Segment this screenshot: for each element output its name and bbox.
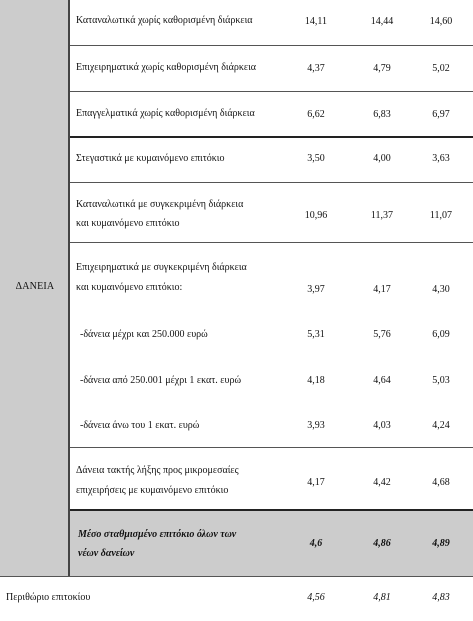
footer-value-col-1: 4,56 [307, 592, 325, 603]
table-row [70, 242, 473, 309]
row-label: Επιχειρηματικά χωρίς καθορισμένη διάρκεια [76, 62, 256, 73]
footer-value-col-3: 4,83 [432, 592, 450, 603]
row-label-line-1: Καταναλωτικά με συγκεκριμένη διάρκεια [76, 199, 244, 210]
row-label: Επαγγελματικά χωρίς καθορισμένη διάρκεια [76, 108, 255, 119]
table-row [70, 356, 473, 403]
row-label-line-1: Δάνεια τακτής λήξης προς μικρομεσαίες [76, 465, 239, 476]
value-col-3: 11,07 [429, 210, 453, 221]
weighted-average-row [70, 511, 473, 576]
row-label: -δάνεια από 250.001 μέχρι 1 εκατ. ευρώ [80, 375, 242, 386]
value-col-2: 14,44 [370, 16, 394, 27]
table-row [70, 182, 473, 242]
value-col-1: 3,50 [307, 153, 325, 164]
value-col-2: 5,76 [373, 329, 391, 340]
value-col-2: 4,64 [373, 375, 391, 386]
interest-margin-row [0, 576, 473, 621]
row-label-line-2: και κυμαινόμενο επιτόκιο [76, 218, 180, 229]
row-label: Καταναλωτικά χωρίς καθορισμένη διάρκεια [76, 15, 253, 26]
loans-category-label: ΔΑΝΕΙΑ [15, 281, 55, 292]
value-col-2: 4,00 [373, 153, 391, 164]
value-col-1: 4,17 [307, 477, 325, 488]
loans-category-column [0, 0, 70, 576]
value-col-2: 4,86 [373, 538, 391, 549]
row-label-line-1: Επιχειρηματικά με συγκεκριμένη διάρκεια [76, 262, 247, 273]
value-col-1: 4,18 [307, 375, 325, 386]
row-label: Στεγαστικά με κυμαινόμενο επιτόκιο [76, 153, 225, 164]
row-label: -δάνεια άνω του 1 εκατ. ευρώ [80, 420, 200, 431]
row-label-line-2: νέων δανείων [78, 548, 135, 559]
value-col-2: 4,42 [373, 477, 391, 488]
row-label-line-2: και κυμαινόμενο επιτόκιο: [76, 282, 183, 293]
value-col-3: 5,02 [432, 63, 450, 74]
table-row [70, 91, 473, 136]
table-row [70, 45, 473, 91]
value-col-2: 11,37 [370, 210, 394, 221]
value-col-3: 5,03 [432, 375, 450, 386]
value-col-2: 6,83 [373, 109, 391, 120]
value-col-2: 4,17 [373, 284, 391, 295]
value-col-3: 4,89 [432, 538, 450, 549]
value-col-1: 10,96 [304, 210, 328, 221]
value-col-3: 14,60 [429, 16, 453, 27]
value-col-2: 4,79 [373, 63, 391, 74]
value-col-3: 3,63 [432, 153, 450, 164]
footer-label: Περιθώριο επιτοκίου [6, 592, 91, 603]
value-col-3: 4,24 [432, 420, 450, 431]
table-row [70, 0, 473, 45]
value-col-3: 6,97 [432, 109, 450, 120]
value-col-3: 4,68 [432, 477, 450, 488]
row-label-line-2: επιχειρήσεις με κυμαινόμενο επιτόκιο [76, 485, 229, 496]
table-row [70, 447, 473, 509]
row-label: -δάνεια μέχρι και 250.000 ευρώ [80, 329, 208, 340]
value-col-1: 3,97 [307, 284, 325, 295]
value-col-1: 4,6 [309, 538, 323, 549]
value-col-1: 6,62 [307, 109, 325, 120]
footer-value-col-2: 4,81 [373, 592, 391, 603]
value-col-1: 3,93 [307, 420, 325, 431]
table-row [70, 309, 473, 356]
table-row [70, 137, 473, 182]
value-col-1: 5,31 [307, 329, 325, 340]
table-row [70, 403, 473, 447]
row-label-line-1: Μέσο σταθμισμένο επιτόκιο όλων των [78, 529, 237, 540]
value-col-2: 4,03 [373, 420, 391, 431]
value-col-3: 6,09 [432, 329, 450, 340]
value-col-1: 14,11 [304, 16, 328, 27]
value-col-3: 4,30 [432, 284, 450, 295]
value-col-1: 4,37 [307, 63, 325, 74]
